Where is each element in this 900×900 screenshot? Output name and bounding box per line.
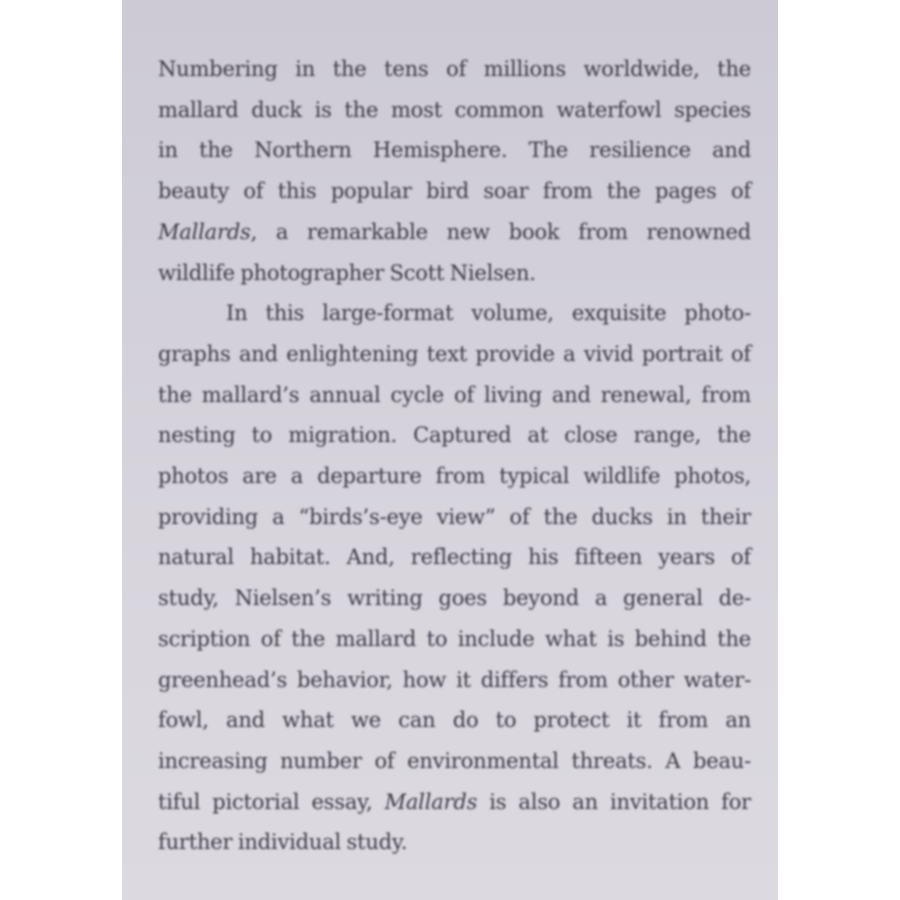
text-line: further individual study. — [158, 830, 408, 855]
text-line: mallard duck is the most common waterfowl species — [158, 97, 751, 122]
text-line: photos are a departure from typical wildlife photos, — [158, 464, 751, 489]
text-line: nesting to migration. Captured at close range, the — [158, 423, 751, 448]
text-fragment: is also an invitation for — [477, 789, 751, 814]
text-fragment: , a remarkable new book from renowned — [250, 219, 751, 244]
text-line: the mallard’s annual cycle of living and renewal, from — [158, 382, 751, 407]
text-line — [158, 782, 751, 823]
text-line: increasing number of environmental threats. A beau- — [158, 748, 751, 773]
text-line: fowl, and what we can do to protect it from an — [158, 708, 751, 733]
text-line: beauty of this popular bird soar from the pages of — [158, 179, 751, 204]
book-title-italic: Mallards — [158, 219, 251, 244]
book-page — [122, 0, 778, 900]
text-line — [158, 212, 751, 253]
text-line: graphs and enlightening text provide a vivid portrait of — [158, 341, 751, 366]
text-line: In this large-format volume, exquisite photo- — [226, 301, 751, 326]
text-line: natural habitat. And, reflecting his fifteen years of — [158, 545, 751, 570]
book-text — [158, 49, 751, 863]
text-line: greenhead’s behavior, how it differs from other water- — [158, 667, 751, 692]
text-line: in the Northern Hemisphere. The resilience and — [158, 138, 751, 163]
text-fragment: tiful pictorial essay, — [158, 789, 385, 814]
text-line: study, Nielsen’s writing goes beyond a general de- — [158, 586, 751, 611]
text-line: scription of the mallard to include what is behind the — [158, 626, 751, 651]
text-line: wildlife photographer Scott Nielsen. — [158, 260, 536, 285]
text-line: providing a “birds’s-eye view” of the ducks in their — [158, 504, 751, 529]
book-title-italic: Mallards — [384, 789, 478, 814]
text-line: Numbering in the tens of millions worldwide, the — [158, 57, 751, 81]
